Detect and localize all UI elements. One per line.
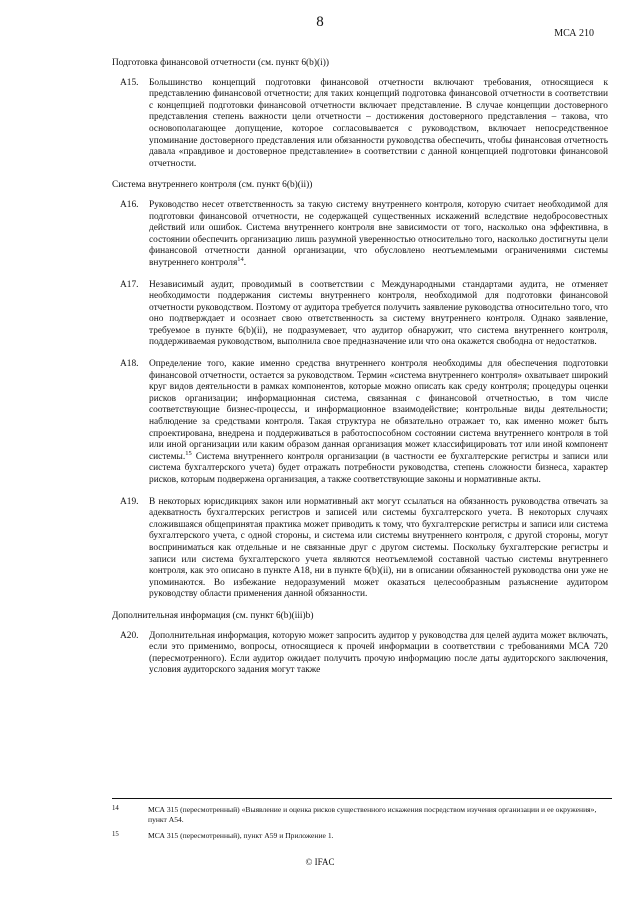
paragraph-number: A15. <box>120 77 139 88</box>
footnote-text: МСА 315 (пересмотренный), пункт A59 и Приложение 1. <box>148 831 334 840</box>
section-heading: Подготовка финансовой отчетности (см. пункт 6(b)(i)) <box>112 58 329 68</box>
footnote-item <box>112 805 608 825</box>
paragraph-number: A18. <box>120 359 139 370</box>
paragraph-number: A17. <box>120 279 139 290</box>
paragraph-text: Определение того, какие именно средства внутреннего контроля необходимы для обеспечения подготовки финансовой отчетности, остается за руководством. Термин «система внутреннего контроля» охватывает широкий круг видов деятельности в рамках компонентов, которые можно описать как среду контроля; процедуры оценки рисков организации; информационная система, связанная с финансовой отчетностью, в том числе соответствующие бизнес-процессы, и информационное взаимодействие; контрольные виды деятельности; наблюдение за средствами контроля. Такая структура не обязательно отражает то, как именно может быть спроектирована, внедрена и поддерживаться в работоспособном состоянии система внутреннего контроля в той или иной организации или каким образом данная организация может классифицировать тот или иной компонент системы. <box>149 359 608 462</box>
document-code: МСА 210 <box>554 28 594 39</box>
footnote-text: МСА 315 (пересмотренный) «Выявление и оценка рисков существенного искажения посредством изучения организации и ее окружения», пункт A54. <box>148 805 597 824</box>
copyright-notice: © IFAC <box>305 857 335 867</box>
footnote-ref: 15 <box>185 449 192 457</box>
section-heading: Система внутреннего контроля (см. пункт 6(b)(ii)) <box>112 180 313 191</box>
paragraph-text: Независимый аудит, проводимый в соответствии с Международными стандартами аудита, не отменяет необходимости поддержания системы внутреннего контроля, необходимой для подготовки финансовой отчетности руководством. Поэтому от аудитора требуется получить заявление руководства относительно того, что оно подтверждает и осознает свою ответственность за систему внутреннего контроля. Однако заявление, требуемое в пункте 6(b)(ii), не подразумевает, что аудитор обнаружит, что система внутреннего контроля, поддерживаемая руководством, выполнила свое предназначение или что она окажется свободна от недостатков. <box>149 279 608 348</box>
footnote-mark: 15 <box>112 831 119 838</box>
paragraph-a15 <box>112 78 608 171</box>
paragraph-a17 <box>112 280 608 350</box>
paragraph-a16 <box>112 200 608 270</box>
paragraph-text-end: . <box>243 257 247 268</box>
paragraph-a20 <box>112 631 608 677</box>
footnote-divider <box>112 798 612 799</box>
footnote-item <box>112 831 608 841</box>
page-body <box>112 58 608 687</box>
footnote-mark: 14 <box>112 805 119 812</box>
paragraph-number: A19. <box>120 496 139 507</box>
paragraph-text: Руководство несет ответственность за такую систему внутреннего контроля, которую считает необходимой для подготовки финансовой отчетности, не содержащей существенных искажений вследствие недобросовестных действий или ошибок. Система внутреннего контроля вне зависимости от того, насколько она эффективна, в состоянии обеспечить организацию лишь разумной уверенностью относительно того, насколько достигнуты цели финансовой отчетности данной организации, что обусловлено неотъемлемыми ограничениями системы внутреннего контроля <box>149 199 608 268</box>
footnotes <box>112 805 608 847</box>
section-heading: Дополнительная информация (см. пункт 6(b)(iii)b) <box>112 610 314 621</box>
paragraph-a19 <box>112 497 608 601</box>
paragraph-text: Большинство концепций подготовки финансовой отчетности включают требования, относящиеся к представлению финансовой отчетности; для таких концепций подготовка финансовой отчетности в соответствии с концепцией подготовки финансовой отчетности включает представление. В случае концепции достоверного представления степень важности цели отчетности – достижения достоверного представления – такова, что основополагающее допущение, которое согласовывается с руководством, включает непосредственное упоминание достоверного представления или обязанности руководства обеспечить, чтобы финансовая отчетность давала «правдивое и достоверное представление» в соответствии с данной концепцией подготовки финансовой отчетности. <box>149 77 608 169</box>
paragraph-number: A16. <box>120 199 139 210</box>
paragraph-text: Дополнительная информация, которую может запросить аудитор у руководства для целей аудита может включать, если это применимо, вопросы, относящиеся к прочей информации в соответствии с требованиями МСА 720 (пересмотренного). Если аудитор ожидает получить прочую информацию после даты аудиторского заключения, условия аудиторского задания могут также <box>149 630 608 676</box>
paragraph-text-end: Система внутреннего контроля организации (в частности ее бухгалтерские регистры и записи или система бухгалтерского учета) будет отражать потребности руководства, степень сложности бизнеса, характер рисков, которым подвержена организация, а также соответствующие законы и нормативные акты. <box>149 451 608 485</box>
page-number: 8 <box>316 14 324 30</box>
paragraph-number: A20. <box>120 630 139 641</box>
paragraph-text: В некоторых юрисдикциях закон или нормативный акт могут ссылаться на обязанность руководства отвечать за адекватность бухгалтерских регистров и записей или системы бухгалтерского учета. В некоторых случаях сложившаяся общепринятая практика может приводить к тому, что бухгалтерские регистры и записи или система бухгалтерского учета, с одной стороны, и система или системы внутреннего контроля, с другой стороны, могут восприниматься как отдельные и не связанные друг с другом системы. Поскольку бухгалтерские регистры и записи или система бухгалтерского учета являются неотъемлемой составной частью системы внутреннего контроля, как это описано в пункте A18, ни в пункте 6(b)(ii), ни в описании обязанностей руководства они уже не упоминаются. Во избежание недоразумений может оказаться целесообразным разъяснение аудитором руководству области применения данной обязанности. <box>149 496 608 600</box>
footnote-ref: 14 <box>237 255 244 263</box>
paragraph-a18 <box>112 359 608 487</box>
